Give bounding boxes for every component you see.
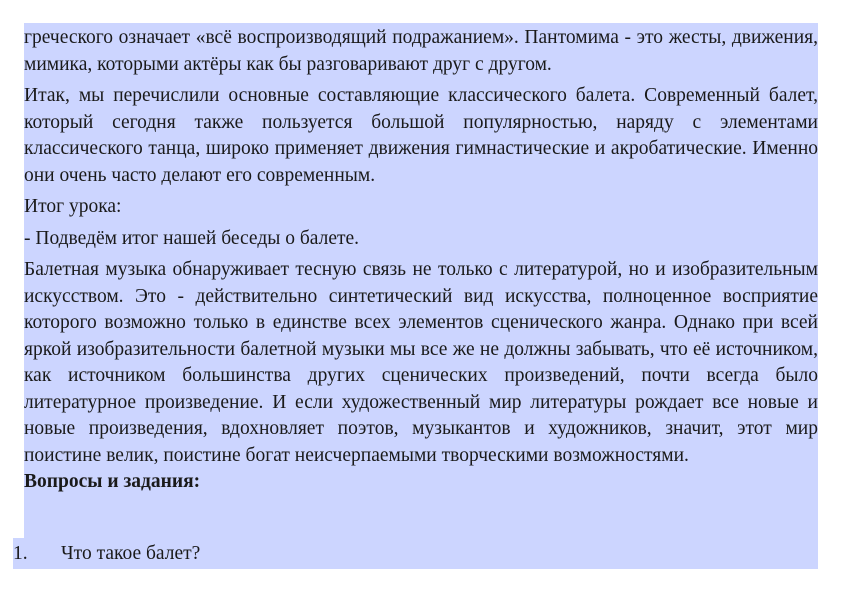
lesson-summary-label: Итог урока:: [24, 196, 122, 217]
lesson-summary-line: - Подведём итог нашей беседы о балете.: [24, 227, 360, 249]
paragraph-modern-ballet: Итак, мы перечислили основные составляющие классического балета. Современный балет, который сегодня также пользуется большой популярностью, наряду с элементами классического танца, широко применяет движения гимнастические и акробатические. Именно они очень часто делают его современным.: [24, 85, 818, 186]
paragraph-ballet-music: Балетная музыка обнаруживает тесную связь не только с литературой, но и изобразительным искусством. Это - действительно синтетический вид искусства, полноценное восприятие которого возможно только в единстве всех элементов сценического жанра. Однако при всей яркой изобразительности балетной музыки мы все же не должны забывать, что её источником, как источником большинства других сценических произведений, почти всегда было литературное произведение. И если художественный мир литературы рождает все новые и новые произведения, вдохновляет поэтов, музыкантов и художников, значит, этот мир поистине велик, поистине богат неисчерпаемыми творческими возможностями.: [24, 259, 818, 466]
questions-heading: Вопросы и задания:: [24, 471, 201, 492]
document-body: [24, 25, 818, 496]
question-number: 1.: [13, 543, 28, 564]
paragraph-pantomime: греческого означает «всё воспроизводящий подражанием». Пантомима - это жесты, движения, мимика, которыми актёры как бы разговаривают друг с другом.: [24, 27, 818, 75]
question-text: Что такое балет?: [61, 543, 201, 564]
question-item: [13, 541, 200, 568]
